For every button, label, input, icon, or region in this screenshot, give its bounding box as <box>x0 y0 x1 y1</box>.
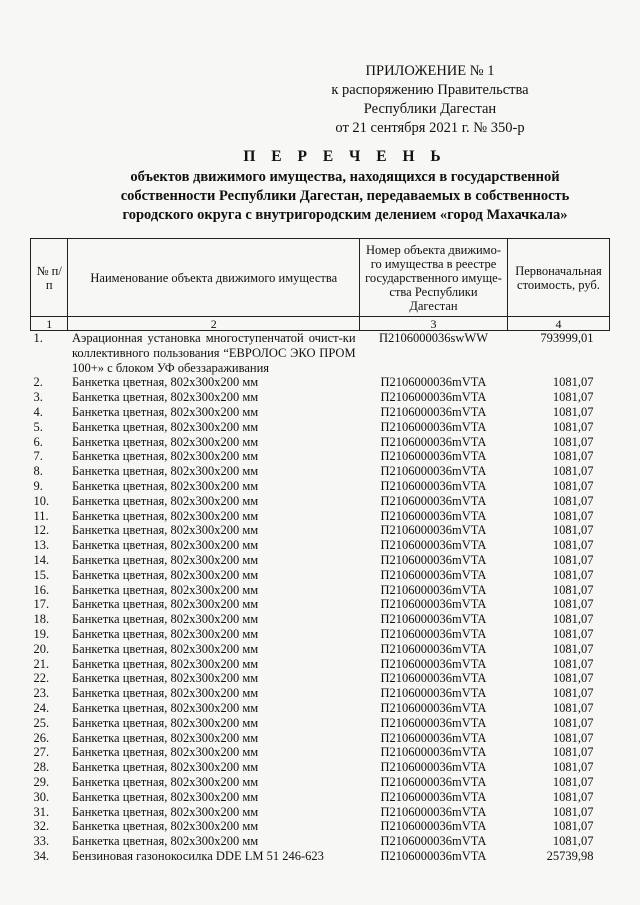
row-cost: 1081,07 <box>552 375 594 390</box>
row-registry-number: П2106000036mVTA <box>380 715 487 730</box>
subtitle-line-1: объектов движимого имущества, находящихся в государственной <box>130 169 560 185</box>
row-cost: 1081,07 <box>552 671 594 686</box>
row-name: Банкетка цветная, 802x300x200 мм <box>71 523 259 538</box>
row-number: 13. <box>33 538 50 553</box>
table-row <box>31 464 610 479</box>
table-row <box>31 612 610 627</box>
table-row <box>31 405 610 420</box>
appendix-header <box>300 62 560 138</box>
table-header-row <box>31 239 610 317</box>
row-registry-number: П2106000036mVTA <box>380 774 487 789</box>
appendix-line-1: ПРИЛОЖЕНИЕ № 1 <box>365 63 495 79</box>
row-name: Банкетка цветная, 802x300x200 мм <box>71 730 259 745</box>
table-row <box>31 671 610 686</box>
row-name: Банкетка цветная, 802x300x200 мм <box>71 804 259 819</box>
row-cost: 1081,07 <box>552 434 594 449</box>
row-cost: 1081,07 <box>552 523 594 538</box>
table-row <box>31 760 610 775</box>
subtitle-line-2: собственности Республики Дагестан, передаваемых в собственность <box>120 188 570 204</box>
table-row <box>31 745 610 760</box>
row-cost: 1081,07 <box>552 641 594 656</box>
row-registry-number: П2106000036swWW <box>378 331 488 345</box>
table-row <box>31 331 610 376</box>
row-number: 29. <box>33 774 50 789</box>
table-row <box>31 686 610 701</box>
row-name: Банкетка цветная, 802x300x200 мм <box>71 745 259 760</box>
row-name: Банкетка цветная, 802x300x200 мм <box>71 375 259 390</box>
row-name: Аэрационная установка многоступенчатой очист-ки коллективного пользования “ЕВРОЛОС ЭКО ПРОМ 100+» с блоком УФ обеззараживания <box>71 331 356 375</box>
row-number: 19. <box>33 626 50 641</box>
row-registry-number: П2106000036mVTA <box>380 686 487 701</box>
row-cost: 1081,07 <box>552 493 594 508</box>
appendix-line-4: от 21 сентября 2021 г. № 350-р <box>335 120 525 136</box>
table-row <box>31 583 610 598</box>
document-subtitle <box>60 168 630 225</box>
table-row <box>31 420 610 435</box>
table-row <box>31 494 610 509</box>
header-name: Наименование объекта движимого имущества <box>68 239 360 317</box>
row-name: Банкетка цветная, 802x300x200 мм <box>71 760 259 775</box>
row-name: Банкетка цветная, 802x300x200 мм <box>71 404 259 419</box>
row-registry-number: П2106000036mVTA <box>380 582 487 597</box>
row-number: 25. <box>33 715 50 730</box>
row-registry-number: П2106000036mVTA <box>380 760 487 775</box>
appendix-line-2: к распоряжению Правительства <box>331 82 529 98</box>
row-registry-number: П2106000036mVTA <box>380 700 487 715</box>
table-row <box>31 538 610 553</box>
row-cost: 25739,98 <box>546 848 594 863</box>
row-number: 20. <box>33 641 50 656</box>
row-number: 7. <box>33 449 43 464</box>
table-row <box>31 375 610 390</box>
row-registry-number: П2106000036mVTA <box>380 538 487 553</box>
row-cost: 1081,07 <box>552 804 594 819</box>
row-number: 28. <box>33 760 50 775</box>
row-name: Банкетка цветная, 802x300x200 мм <box>71 552 259 567</box>
row-registry-number: П2106000036mVTA <box>380 434 487 449</box>
subtitle-line-3: городского округа с внутригородским делением «город Махачкала» <box>122 207 568 223</box>
header-num: № п/п <box>31 239 68 317</box>
row-number: 34. <box>33 848 50 863</box>
row-name: Банкетка цветная, 802x300x200 мм <box>71 715 259 730</box>
row-number: 21. <box>33 656 50 671</box>
table-body <box>31 331 610 864</box>
row-number: 23. <box>33 686 50 701</box>
row-cost: 1081,07 <box>552 656 594 671</box>
row-name: Банкетка цветная, 802x300x200 мм <box>71 671 259 686</box>
row-registry-number: П2106000036mVTA <box>380 493 487 508</box>
row-name: Банкетка цветная, 802x300x200 мм <box>71 626 259 641</box>
table-row <box>31 805 610 820</box>
table-row <box>31 627 610 642</box>
row-number: 11. <box>33 508 49 523</box>
row-number: 32. <box>33 819 50 834</box>
row-registry-number: П2106000036mVTA <box>380 404 487 419</box>
row-registry-number: П2106000036mVTA <box>380 464 487 479</box>
row-cost: 1081,07 <box>552 552 594 567</box>
row-registry-number: П2106000036mVTA <box>380 552 487 567</box>
document-title: П Е Р Е Ч Е Н Ь <box>243 148 447 165</box>
row-cost: 1081,07 <box>552 789 594 804</box>
row-name: Банкетка цветная, 802x300x200 мм <box>71 597 259 612</box>
table-row <box>31 834 610 849</box>
row-registry-number: П2106000036mVTA <box>380 449 487 464</box>
row-registry-number: П2106000036mVTA <box>380 390 487 405</box>
row-number: 1. <box>33 331 43 345</box>
row-cost: 1081,07 <box>552 612 594 627</box>
table-row <box>31 523 610 538</box>
table-row <box>31 657 610 672</box>
row-name: Банкетка цветная, 802x300x200 мм <box>71 686 259 701</box>
row-cost: 1081,07 <box>552 730 594 745</box>
row-number: 22. <box>33 671 50 686</box>
row-cost: 1081,07 <box>552 774 594 789</box>
row-registry-number: П2106000036mVTA <box>380 848 487 863</box>
row-name: Банкетка цветная, 802x300x200 мм <box>71 612 259 627</box>
row-name: Бензиновая газонокосилка DDE LM 51 246-623 <box>71 848 324 863</box>
row-name: Банкетка цветная, 802x300x200 мм <box>71 834 259 849</box>
table-row <box>31 716 610 731</box>
row-name: Банкетка цветная, 802x300x200 мм <box>71 434 259 449</box>
row-name: Банкетка цветная, 802x300x200 мм <box>71 419 259 434</box>
row-registry-number: П2106000036mVTA <box>380 597 487 612</box>
row-number: 33. <box>33 834 50 849</box>
row-registry-number: П2106000036mVTA <box>380 730 487 745</box>
row-name: Банкетка цветная, 802x300x200 мм <box>71 641 259 656</box>
row-name: Банкетка цветная, 802x300x200 мм <box>71 493 259 508</box>
row-number: 30. <box>33 789 50 804</box>
row-name: Банкетка цветная, 802x300x200 мм <box>71 819 259 834</box>
row-registry-number: П2106000036mVTA <box>380 375 487 390</box>
col-number-1: 1 <box>31 317 68 331</box>
table-row <box>31 597 610 612</box>
row-cost: 1081,07 <box>552 700 594 715</box>
row-cost: 1081,07 <box>552 538 594 553</box>
row-cost: 1081,07 <box>552 464 594 479</box>
row-registry-number: П2106000036mVTA <box>380 656 487 671</box>
row-number: 5. <box>33 419 43 434</box>
row-name: Банкетка цветная, 802x300x200 мм <box>71 478 259 493</box>
row-name: Банкетка цветная, 802x300x200 мм <box>71 449 259 464</box>
row-registry-number: П2106000036mVTA <box>380 523 487 538</box>
row-number: 12. <box>33 523 50 538</box>
table-row <box>31 790 610 805</box>
row-registry-number: П2106000036mVTA <box>380 745 487 760</box>
row-registry-number: П2106000036mVTA <box>380 567 487 582</box>
row-number: 31. <box>33 804 50 819</box>
row-number: 9. <box>33 478 43 493</box>
property-table <box>30 238 610 864</box>
row-name: Банкетка цветная, 802x300x200 мм <box>71 464 259 479</box>
table-row <box>31 509 610 524</box>
table-row <box>31 553 610 568</box>
row-name: Банкетка цветная, 802x300x200 мм <box>71 567 259 582</box>
table-row <box>31 568 610 583</box>
header-cost: Первоначальная стоимость, руб. <box>507 239 609 317</box>
row-name: Банкетка цветная, 802x300x200 мм <box>71 508 259 523</box>
row-cost: 1081,07 <box>552 582 594 597</box>
table-row <box>31 701 610 716</box>
row-registry-number: П2106000036mVTA <box>380 789 487 804</box>
row-cost: 1081,07 <box>552 819 594 834</box>
row-number: 6. <box>33 434 43 449</box>
row-cost: 793999,01 <box>540 331 594 345</box>
row-number: 18. <box>33 612 50 627</box>
appendix-line-3: Республики Дагестан <box>363 101 497 117</box>
row-cost: 1081,07 <box>552 419 594 434</box>
row-registry-number: П2106000036mVTA <box>380 626 487 641</box>
row-name: Банкетка цветная, 802x300x200 мм <box>71 582 259 597</box>
table-row <box>31 819 610 834</box>
table-row <box>31 849 610 864</box>
row-number: 2. <box>33 375 43 390</box>
row-cost: 1081,07 <box>552 626 594 641</box>
row-cost: 1081,07 <box>552 508 594 523</box>
column-number-row <box>31 317 610 331</box>
header-reg: Номер объекта движимо-го имущества в реестре государственного имуще-ства Республики Дагестан <box>360 239 508 317</box>
row-registry-number: П2106000036mVTA <box>380 612 487 627</box>
row-cost: 1081,07 <box>552 760 594 775</box>
row-cost: 1081,07 <box>552 745 594 760</box>
row-name: Банкетка цветная, 802x300x200 мм <box>71 538 259 553</box>
row-cost: 1081,07 <box>552 404 594 419</box>
row-cost: 1081,07 <box>552 449 594 464</box>
row-registry-number: П2106000036mVTA <box>380 671 487 686</box>
table-row <box>31 390 610 405</box>
table-row <box>31 479 610 494</box>
row-number: 10. <box>33 493 50 508</box>
row-number: 8. <box>33 464 43 479</box>
row-number: 24. <box>33 700 50 715</box>
table-row <box>31 731 610 746</box>
row-cost: 1081,07 <box>552 390 594 405</box>
row-registry-number: П2106000036mVTA <box>380 804 487 819</box>
row-cost: 1081,07 <box>552 686 594 701</box>
row-cost: 1081,07 <box>552 597 594 612</box>
row-name: Банкетка цветная, 802x300x200 мм <box>71 789 259 804</box>
table-row <box>31 642 610 657</box>
row-number: 15. <box>33 567 50 582</box>
col-number-2: 2 <box>68 317 360 331</box>
row-name: Банкетка цветная, 802x300x200 мм <box>71 700 259 715</box>
row-number: 4. <box>33 404 43 419</box>
row-registry-number: П2106000036mVTA <box>380 508 487 523</box>
row-registry-number: П2106000036mVTA <box>380 819 487 834</box>
row-number: 17. <box>33 597 50 612</box>
row-registry-number: П2106000036mVTA <box>380 419 487 434</box>
col-number-3: 3 <box>360 317 508 331</box>
col-number-4: 4 <box>507 317 609 331</box>
row-name: Банкетка цветная, 802x300x200 мм <box>71 774 259 789</box>
row-registry-number: П2106000036mVTA <box>380 641 487 656</box>
row-cost: 1081,07 <box>552 567 594 582</box>
table-row <box>31 435 610 450</box>
row-number: 16. <box>33 582 50 597</box>
row-cost: 1081,07 <box>552 478 594 493</box>
row-cost: 1081,07 <box>552 834 594 849</box>
row-number: 3. <box>33 390 43 405</box>
row-number: 14. <box>33 552 50 567</box>
table-row <box>31 775 610 790</box>
row-cost: 1081,07 <box>552 715 594 730</box>
row-registry-number: П2106000036mVTA <box>380 834 487 849</box>
row-name: Банкетка цветная, 802x300x200 мм <box>71 390 259 405</box>
row-registry-number: П2106000036mVTA <box>380 478 487 493</box>
row-number: 27. <box>33 745 50 760</box>
row-number: 26. <box>33 730 50 745</box>
table-row <box>31 449 610 464</box>
row-name: Банкетка цветная, 802x300x200 мм <box>71 656 259 671</box>
